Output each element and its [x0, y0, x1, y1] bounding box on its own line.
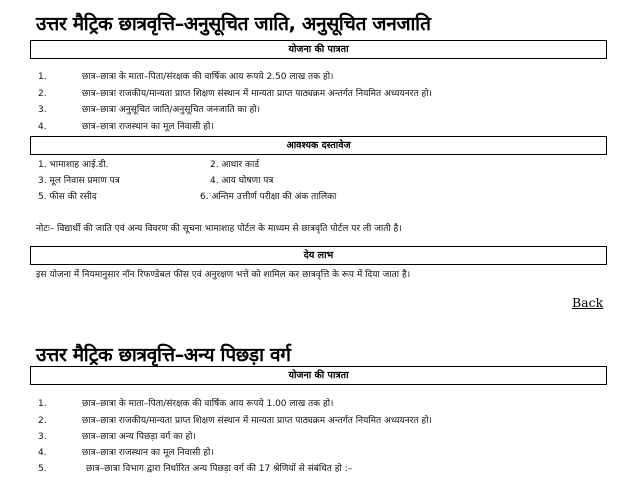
item-text: छात्र–छात्रा के माता–पिता/संरक्षक की वार्षिक आय रूपये 1.00 लाख तक हो।	[82, 399, 334, 409]
item-number: 4.	[38, 448, 47, 458]
section1-title: उत्तर मैट्रिक छात्रवृत्ति–अनुसूचित जाति, अनुसूचित जनजाति	[36, 13, 431, 35]
item-number: 3.	[38, 432, 47, 442]
section1-eligibility-header: योजना की पात्रता	[30, 40, 607, 59]
item-text: छात्र–छात्रा राजस्थान का मूल निवासी हो।	[82, 122, 214, 132]
item-number: 1.	[38, 72, 47, 82]
document-item: 2. आधार कार्ड	[210, 160, 260, 170]
document-item: 5. फीस की रसीद	[38, 192, 97, 202]
item-number: 2.	[38, 416, 47, 426]
document-item: 4. आय घोषणा पत्र	[210, 176, 274, 186]
item-text: छात्र–छात्रा के माता–पिता/संरक्षक की वार्षिक आय रूपये 2.50 लाख तक हो।	[82, 72, 334, 82]
document-item: 6. अन्तिम उत्तीर्ण परीक्षा की अंक तालिका	[200, 192, 337, 202]
item-number: 3.	[38, 105, 47, 115]
item-text: छात्र–छात्रा राजकीय/मान्यता प्राप्त शिक्षण संस्थान में मान्यता प्राप्त पाठ्यक्रम अन्तर्गत नियमित अध्ययनरत हो।	[82, 416, 432, 426]
benefit-text: इस योजना में नियमानुसार नॉन रिफण्डेबल फीस एवं अनुरक्षण भत्ते को शामिल कर छात्रवृत्ति के रूप में दिया जाता है।	[36, 270, 411, 280]
section2-title: उत्तर मैट्रिक छात्रवृत्ति–अन्य पिछड़ा वर्ग	[36, 344, 291, 366]
note-text: नोटः– विद्यार्थी की जाति एवं अन्य विवरण की सूचना भामाशाह पोर्टल के माध्यम से छात्रवृति पोर्टल पर ली जाती है।	[36, 224, 402, 234]
back-link[interactable]: Back	[572, 295, 604, 310]
item-text: छात्र–छात्रा अन्य पिछड़ा वर्ग का हो।	[82, 432, 196, 442]
document-item: 1. भामाशाह आई.डी.	[38, 160, 109, 170]
item-number: 5.	[38, 464, 47, 474]
item-text: छात्र–छात्रा अनुसूचित जाति/अनुसूचित जनजाति का हो।	[82, 105, 261, 115]
item-text: छात्र–छात्रा राजस्थान का मूल निवासी हो।	[82, 448, 214, 458]
item-number: 1.	[38, 399, 47, 409]
section1-documents-header: आवश्यक दस्तावेज	[30, 136, 607, 155]
item-text: छात्र–छात्रा विभाग द्वारा निर्धारित अन्य पिछड़ा वर्ग की 17 श्रेणियों से संबंधित हो :–	[86, 464, 353, 474]
section2-eligibility-header: योजना की पात्रता	[30, 366, 607, 385]
document-item: 3. मूल निवास प्रमाण पत्र	[38, 176, 120, 186]
section1-benefit-header: देय लाभ	[30, 246, 607, 265]
item-text: छात्र–छात्रा राजकीय/मान्यता प्राप्त शिक्षण संस्थान में मान्यता प्राप्त पाठ्यक्रम अन्तर्गत नियमित अध्ययनरत हो।	[82, 89, 432, 99]
item-number: 2.	[38, 89, 47, 99]
item-number: 4.	[38, 122, 47, 132]
